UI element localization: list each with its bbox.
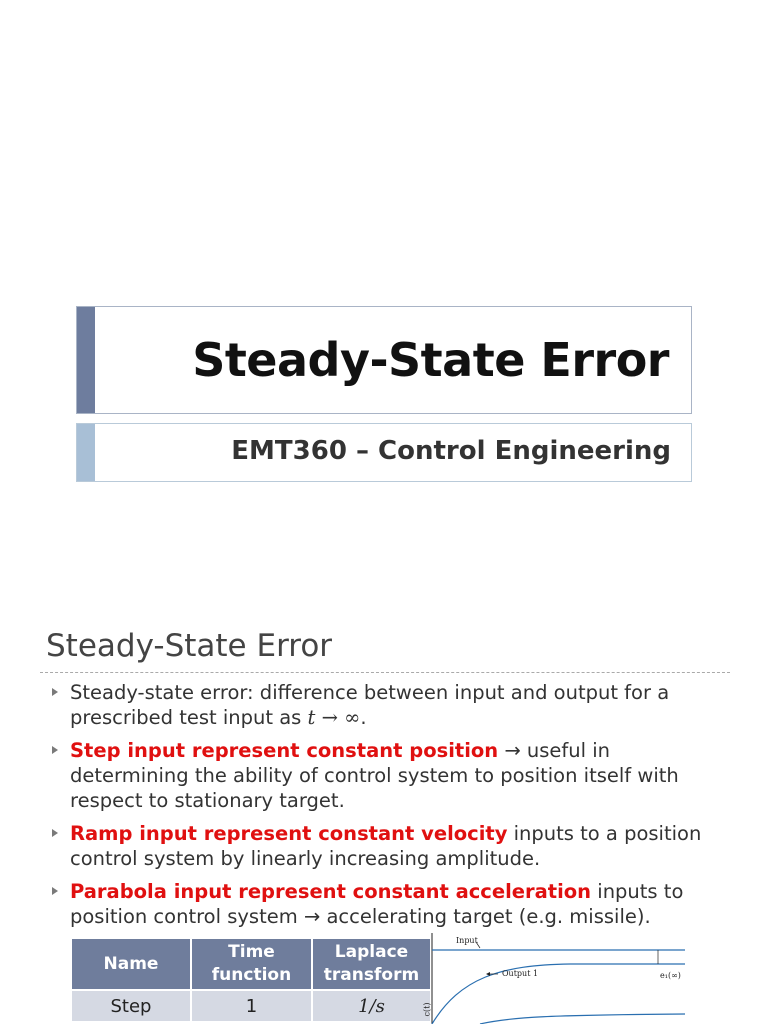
bullet-text: → useful in determining the ability of control system to position itself with respect to stationary target. [70, 739, 679, 812]
input-label: Input [456, 936, 478, 945]
bullet-text: Steady-state error: difference between input and output for a prescribed test input as [70, 681, 670, 729]
table-row [71, 990, 431, 1022]
bullet-item [52, 821, 732, 871]
response-figure [420, 933, 690, 1024]
bullet-item [52, 738, 732, 813]
y-axis-label: c(t) [422, 1002, 432, 1017]
table-header: Name [71, 938, 191, 990]
table-header: Time function [191, 938, 312, 990]
bullet-highlight: Step input represent constant position [70, 739, 499, 762]
bullet-arrow-icon [52, 887, 58, 895]
content-slide-title: Steady-State Error [46, 628, 333, 664]
output-curve-2 [480, 1014, 685, 1024]
title-box [76, 306, 692, 414]
table-header-row [71, 938, 431, 990]
subtitle-accent-bar [77, 424, 95, 481]
subtitle-box [76, 423, 692, 482]
table-cell: Step [71, 990, 191, 1022]
title-divider [40, 672, 730, 673]
bullet-item [52, 680, 732, 730]
bullet-text: inputs to a position control system by linearly increasing amplitude. [70, 822, 702, 870]
slide-subtitle: EMT360 – Control Engineering [231, 436, 671, 466]
table-cell: 1/s [312, 990, 431, 1022]
response-plot [420, 933, 690, 1024]
bullet-highlight: Parabola input represent constant acceleration [70, 880, 592, 903]
bullet-highlight: Ramp input represent constant velocity [70, 822, 508, 845]
content-slide [0, 600, 768, 1024]
output-curve [432, 964, 685, 1024]
output-label: Output 1 [502, 969, 539, 978]
table-header: Laplace transform [312, 938, 431, 990]
bullet-text: . [360, 706, 367, 729]
bullet-text: inputs to position control system → accelerating target (e.g. missile). [70, 880, 684, 928]
table-cell: 1 [191, 990, 312, 1022]
bullet-arrow-icon [52, 688, 58, 696]
bullet-item [52, 879, 732, 929]
bullet-math: t → ∞ [307, 706, 361, 729]
bullet-arrow-icon [52, 829, 58, 837]
error-label: e₁(∞) [660, 971, 681, 980]
title-accent-bar [77, 307, 95, 413]
test-input-table [70, 937, 432, 1023]
slide-title: Steady-State Error [192, 333, 669, 387]
bullet-arrow-icon [52, 746, 58, 754]
bullet-list [52, 680, 732, 937]
